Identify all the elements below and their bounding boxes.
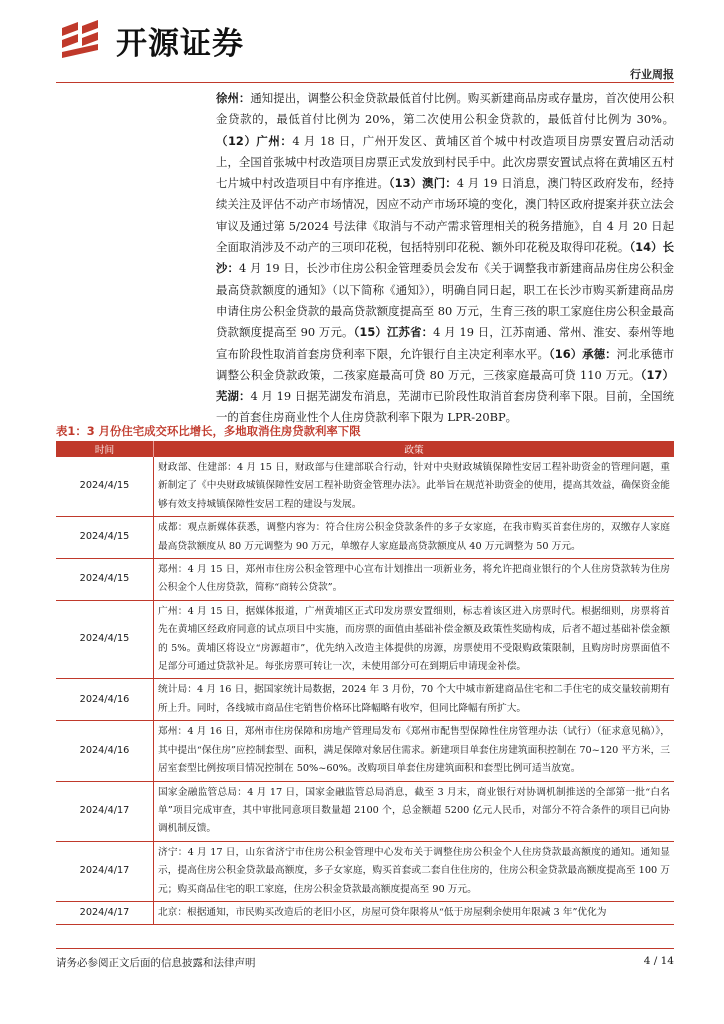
table-row: [56, 901, 674, 924]
body-text-run: 通知提出，调整公积金贷款最低首付比例。购买新建商品房或存量房，首次使用公积金贷款的，最低首付比例为 20%，第二次使用公积金贷款的，最低首付比例为 30%。: [216, 91, 674, 127]
report-type-label: 行业周报: [630, 68, 674, 81]
city-heading: （12）广州：: [216, 133, 293, 148]
row-date: 2024/4/15: [56, 517, 154, 559]
city-heading: （16）承德：: [549, 346, 617, 361]
city-heading: （13）澳门：: [388, 176, 457, 191]
table-row: [56, 559, 674, 601]
row-policy: 北京：根据通知，市民购买改造后的老旧小区，房屋可贷年限将从“低于房屋剩余使用年限减 3 年”优化为: [154, 901, 675, 924]
row-date: 2024/4/17: [56, 781, 154, 841]
disclaimer-note: 请务必参阅正文后面的信息披露和法律声明: [56, 957, 256, 969]
table-row: [56, 517, 674, 559]
row-policy: 郑州：4 月 16 日，郑州市住房保障和房地产管理局发布《郑州市配售型保障性住房管理办法（试行）（征求意见稿）》，其中提出“保住房”应控制套型、面积，满足保障对象居住需求。新建项目单套住房建筑面积控制在 70~120 平方米，三居室套型比例按项目情况控制在 50%~60%。改购项目单套住房建筑面积和套型比例可适当放宽。: [154, 721, 675, 781]
table-row: [56, 600, 674, 679]
row-date: 2024/4/15: [56, 559, 154, 601]
row-policy: 广州：4 月 15 日，据媒体报道，广州黄埔区正式印发房票安置细则，标志着该区进入房票时代。根据细则，房票将首先在黄埔区经政府同意的试点项目中实施，而房票的面值由基础补偿金额及政策性奖励构成，后者不超过基础补偿金额的 5%。黄埔区将设立“房源超市”，优先纳入改造主体提供的房源，房票使用不受限购政策限制，且购房时房票面值不足部分可通过贷款补足。每张房票可转让一次，未使用部分可在到期后申请现金补偿。: [154, 600, 675, 679]
row-policy: 国家金融监管总局：4 月 17 日，国家金融监管总局消息，截至 3 月末，商业银行对协调机制推送的全部第一批“白名单”项目完成审查，其中审批同意项目数量超 2100 个，总金额超 5200 亿元人民币，对部分不符合条件的项目已向协调机制反馈。: [154, 781, 675, 841]
body-text-run: 4 月 19 日据芜湖发布消息，芜湖市已阶段性取消首套房贷利率下限。目前，全国统一的首套住房商业性个人住房贷款利率下限为 LPR-20BP。: [216, 389, 674, 425]
city-heading: （15）江苏省：: [353, 325, 434, 340]
table-title: 表1：3 月份住宅成交环比增长，多地取消住房贷款利率下限: [56, 424, 361, 438]
body-text-run: 河北承德市调整公积金贷款政策，二孩家庭最高可贷 80 万元，三孩家庭最高可贷 110 万元。: [216, 346, 674, 382]
row-date: 2024/4/17: [56, 841, 154, 901]
body-text-run: 4 月 19 日，江苏南通、常州、淮安、泰州等地宣布阶段性取消首套房贷利率下限，允许银行自主决定利率水平。: [216, 325, 674, 361]
body-text-run: 4 月 19 日，长沙市住房公积金管理委员会发布《关于调整我市新建商品房住房公积金最高贷款额度的通知》（以下简称《通知》），明确自同日起，职工在长沙市购买新建商品房申请住房公积金贷款的最高贷款额度提高至 80 万元，生育三孩的职工家庭住房公积金最高贷款额度提高至 90 万元。: [216, 261, 674, 340]
table-row: [56, 679, 674, 721]
footer-divider: [56, 948, 674, 949]
row-policy: 郑州：4 月 15 日，郑州市住房公积金管理中心宣布计划推出一项新业务，将允许把商业银行的个人住房贷款转为住房公积金个人住房贷款，简称“商转公贷款”。: [154, 559, 675, 601]
row-policy: 财政部、住建部：4 月 15 日，财政部与住建部联合行动，针对中央财政城镇保障性安居工程补助资金的管理问题，重新制定了《中央财政城镇保障性安居工程补助资金管理办法》。此举旨在规范补助资金的使用，提高其效益，确保资金能够有效支持城镇保障性安居工程的建设与发展。: [154, 457, 675, 517]
column-header-policy: 政策: [154, 441, 675, 457]
city-heading: 徐州：: [216, 91, 251, 105]
brand-name: 开源证券: [116, 25, 244, 62]
policy-table: [56, 441, 674, 925]
header-divider: [56, 82, 674, 83]
brand-logo: [56, 18, 276, 62]
row-date: 2024/4/17: [56, 901, 154, 924]
table-row: [56, 721, 674, 781]
row-policy: 成都：观点新媒体获悉，调整内容为：符合住房公积金贷款条件的多子女家庭，在我市购买首套住房的，双缴存人家庭最高贷款额度从 80 万元调整为 90 万元，单缴存人家庭最高贷款额度从 40 万元调整为 50 万元。: [154, 517, 675, 559]
city-heading: （17）芜湖：: [216, 367, 674, 404]
row-date: 2024/4/16: [56, 679, 154, 721]
kaiyuan-logo-icon: [56, 20, 112, 60]
table-row: [56, 841, 674, 901]
table-row: [56, 781, 674, 841]
row-policy: 济宁：4 月 17 日，山东省济宁市住房公积金管理中心发布关于调整住房公积金个人住房贷款最高额度的通知。通知显示，提高住房公积金贷款最高额度，多子女家庭，购买首套或二套自住住房的，住房公积金贷款最高额度提高至 100 万元；购买商品住宅的职工家庭，住房公积金贷款最高额度提高至 90 万元。: [154, 841, 675, 901]
row-date: 2024/4/15: [56, 457, 154, 517]
body-text-run: 4 月 19 日消息，澳门特区政府发布，经持续关注及评估不动产市场情况，因应不动产市场环境的变化，澳门特区政府提案并获立法会审议及通过第 5/2024 号法律《取消与不动产需求管理相关的税务措施》，自 4 月 20 日起全面取消涉及不动产的三项印花税，包括特别印花税、额外印花税及取得印花税。: [216, 176, 674, 255]
column-header-date: 时间: [56, 441, 154, 457]
row-date: 2024/4/15: [56, 600, 154, 679]
row-policy: 统计局：4 月 16 日，据国家统计局数据，2024 年 3 月份，70 个大中城市新建商品住宅和二手住宅的成交量较前期有所上升。同时，各线城市商品住宅销售价格环比降幅略有收窄，但同比降幅有所扩大。: [154, 679, 675, 721]
row-date: 2024/4/16: [56, 721, 154, 781]
body-paragraph: [216, 88, 674, 429]
city-heading: （14）长沙：: [216, 240, 674, 276]
table-row: [56, 457, 674, 517]
page-number: 4 / 14: [643, 955, 674, 967]
table-header-row: [56, 441, 674, 457]
body-text-run: 4 月 18 日，广州开发区、黄埔区首个城中村改造项目房票安置启动活动上，全国首张城中村改造项目房票正式发放到村民手中。此次房票安置试点将在黄埔区五村七片城中村改造项目中有序推进。: [216, 133, 674, 191]
